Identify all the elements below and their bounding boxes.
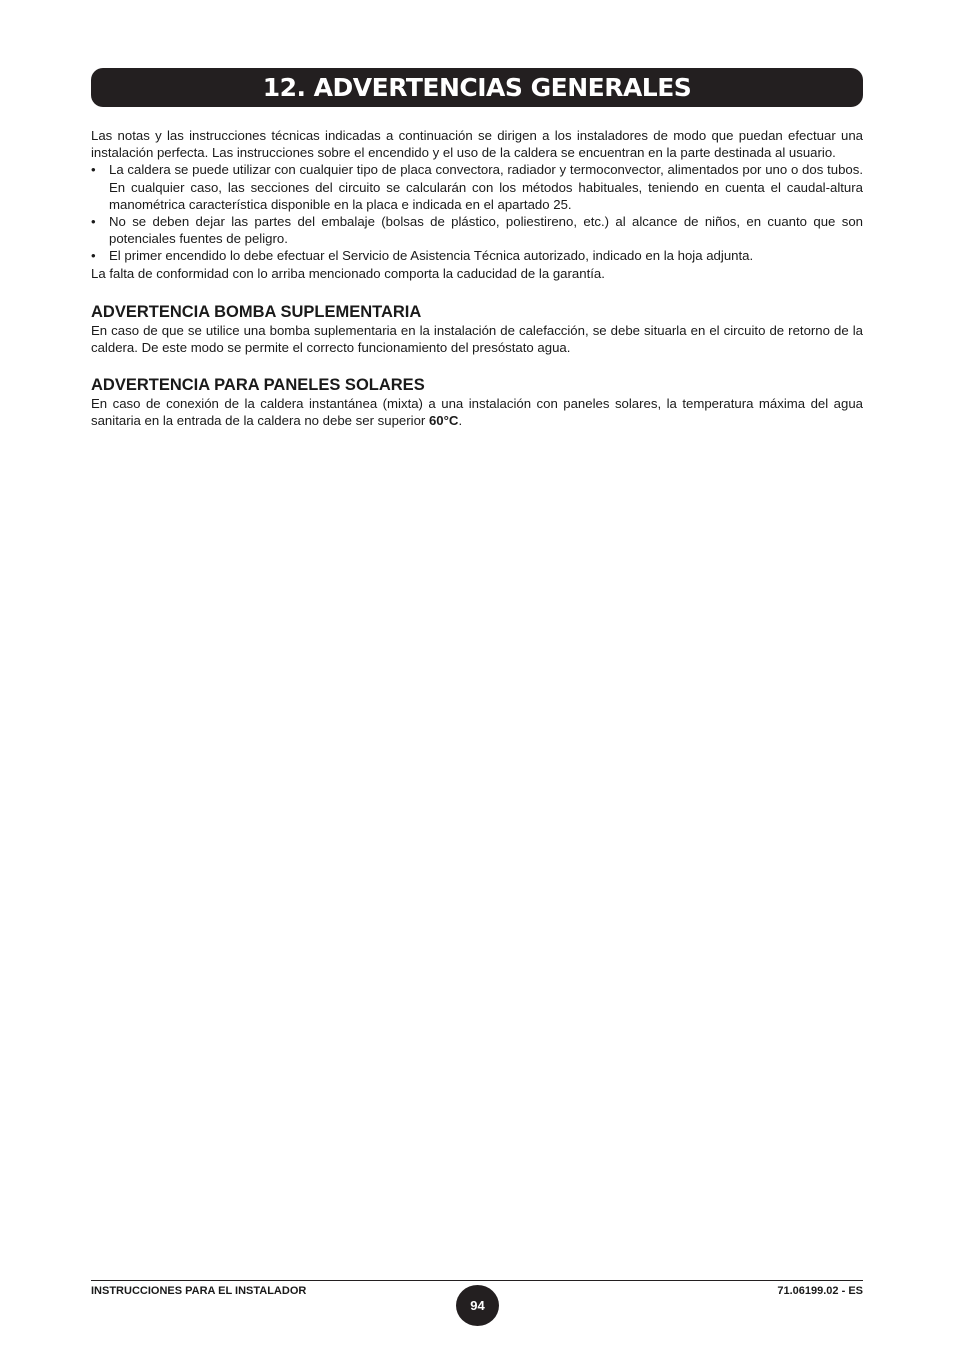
- list-item-text: El primer encendido lo debe efectuar el Servicio de Asistencia Técnica autorizado, indicado en la hoja adjunta.: [109, 248, 754, 264]
- pump-warning-text: En caso de que se utilice una bomba suplementaria en la instalación de calefacción, se debe situarla en el circuito de retorno de la caldera. De este modo se permite el correcto funcionamiento del presóstato agua.: [91, 322, 863, 356]
- page-title: 12. ADVERTENCIAS GENERALES: [262, 73, 692, 102]
- document-body: [91, 127, 863, 430]
- list-item-text: La caldera se puede utilizar con cualquier tipo de placa convectora, radiador y termoconvector, alimentados por uno o dos tubos. En cualquier caso, las secciones del circuito se calcularán con los métodos habituales, teniendo en cuenta el caudal-altura manométrica característica disponible en la placa e indicada en el apartado 25.: [109, 162, 863, 212]
- list-item: [91, 213, 863, 247]
- list-item: [91, 161, 863, 213]
- footer-document-code: 71.06199.02 - ES: [777, 1285, 863, 1297]
- intro-bullet-list: [91, 161, 863, 264]
- solar-warning-text: [91, 395, 863, 429]
- bullet-icon: •: [91, 162, 96, 178]
- solar-text-end: .: [458, 413, 463, 429]
- footer-divider: [91, 1280, 863, 1281]
- footer-manual-label: INSTRUCCIONES PARA EL INSTALADOR: [91, 1285, 307, 1297]
- list-item: [91, 247, 863, 264]
- intro-paragraph: Las notas y las instrucciones técnicas indicadas a continuación se dirigen a los instaladores de modo que puedan efectuar una instalación perfecta. Las instrucciones sobre el encendido y el uso de la caldera se encuentran en la parte destinada al usuario.: [91, 128, 863, 161]
- intro-closing: La falta de conformidad con lo arriba mencionado comporta la caducidad de la garantía.: [91, 265, 605, 281]
- max-temperature-value: 60°C: [428, 413, 459, 429]
- bullet-icon: •: [91, 248, 96, 264]
- solar-warning-heading: ADVERTENCIA PARA PANELES SOLARES: [91, 376, 425, 395]
- pump-warning-heading: ADVERTENCIA BOMBA SUPLEMENTARIA: [91, 302, 422, 321]
- list-item-text: No se deben dejar las partes del embalaje (bolsas de plástico, poliestireno, etc.) al alcance de niños, en cuanto que son potenciales fuentes de peligro.: [109, 214, 863, 247]
- page-number-badge: 94: [456, 1285, 499, 1326]
- page-title-bar: [91, 68, 863, 107]
- solar-text-main: En caso de conexión de la caldera instantánea (mixta) a una instalación con paneles solares, la temperatura máxima del agua sanitaria en la entrada de la caldera no debe ser superior: [91, 396, 863, 429]
- bullet-icon: •: [91, 214, 96, 230]
